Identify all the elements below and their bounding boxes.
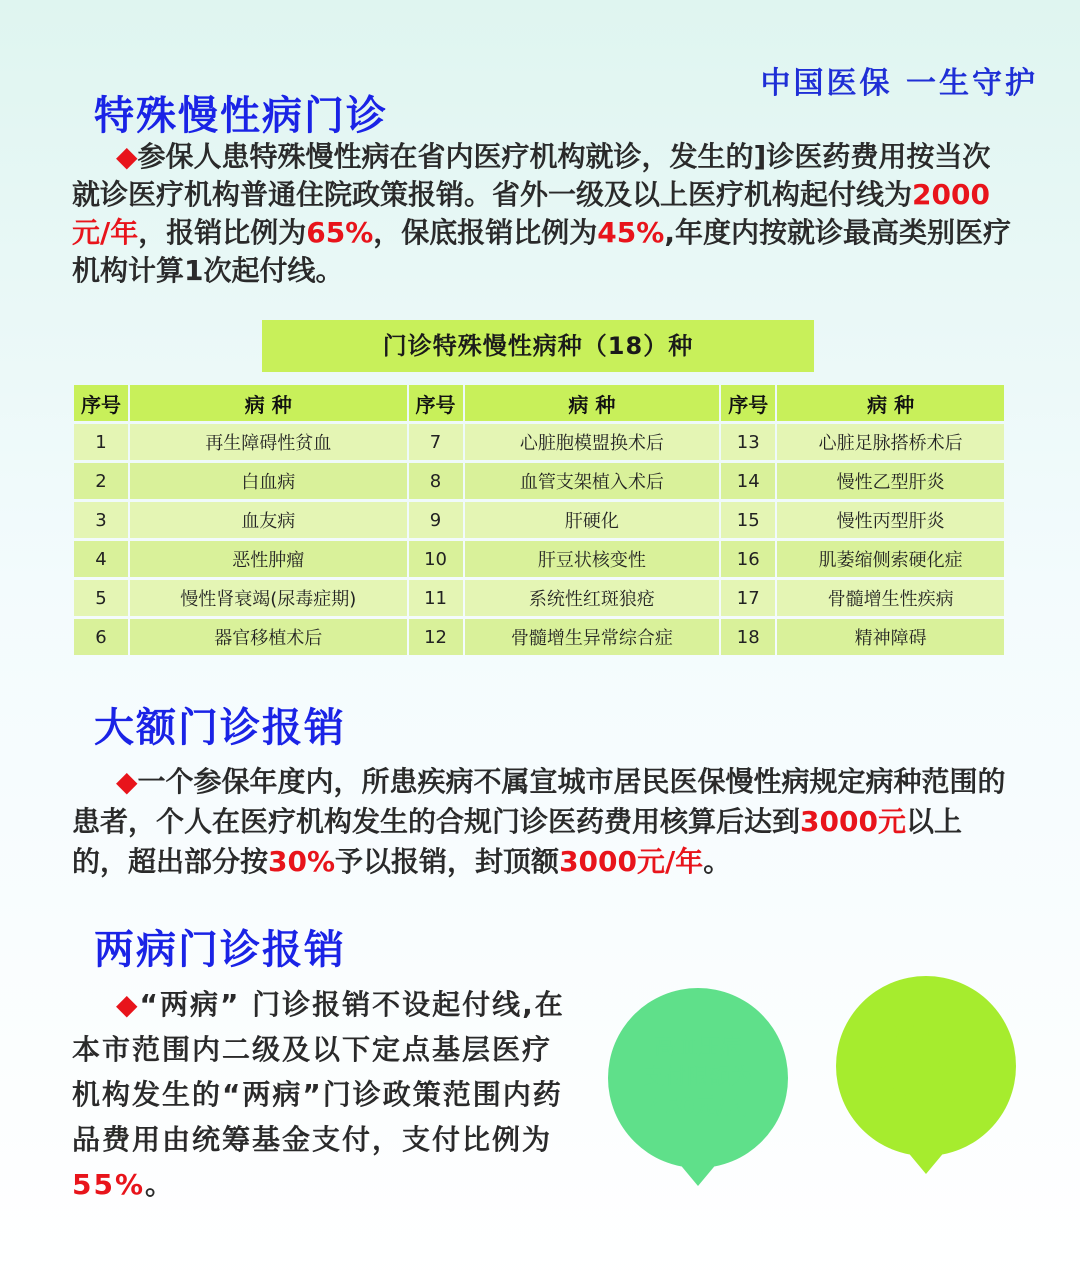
reimburse-rate-value: 30% [268,845,336,878]
table-cell: 17 [721,580,775,616]
table-header: 序号 [721,385,775,421]
table-cell: 10 [409,541,463,577]
table-cell: 4 [74,541,128,577]
table-cell: 肝硬化 [465,502,720,538]
hypertension-limit-pin [608,988,788,1168]
disease-table-title: 门诊特殊慢性病种（18）种 [262,320,814,372]
table-cell: 血管支架植入术后 [465,463,720,499]
table-cell: 6 [74,619,128,655]
table-cell: 肌萎缩侧索硬化症 [777,541,1004,577]
table-cell: 骨髓增生异常综合症 [465,619,720,655]
text-segment: 。 [703,845,732,878]
table-header: 序号 [74,385,128,421]
text-segment: ，保底报销比例为 [373,216,598,249]
table-cell: 7 [409,424,463,460]
table-cell: 再生障碍性贫血 [130,424,407,460]
table-cell: 血友病 [130,502,407,538]
text-segment: 一个参保年度内，所患疾病不属宣城市居民医保慢性病规定病种范围的患者，个人在医疗机构发生的合规门诊医药费用核算后达到 [72,765,1006,838]
section-title-two-diseases: 两病门诊报销 [94,927,346,973]
payment-rate-value: 55% [72,1168,146,1201]
table-row [74,541,1004,577]
pin-limit-label: 支付限额为 [642,1065,753,1090]
table-cell: 18 [721,619,775,655]
text-segment: 。 [145,1168,176,1201]
threshold-value: 3000元 [800,805,906,838]
table-cell: 慢性乙型肝炎 [777,463,1004,499]
text-segment: ,年度内按就诊最高类别医疗机构计算1次起付线。 [72,216,1011,287]
pin-limit-label: 支付限额为 [870,1053,981,1078]
pin-limit-amount: 550元人 [881,1083,971,1108]
table-cell: 系统性红斑狼疮 [465,580,720,616]
diamond-bullet-icon: ◆ [116,765,138,798]
text-segment: 予以报销，封顶额 [335,845,560,878]
table-cell: 15 [721,502,775,538]
table-cell: 骨髓增生性疾病 [777,580,1004,616]
table-row [74,424,1004,460]
table-row [74,619,1004,655]
table-row [74,463,1004,499]
table-header-row [74,385,1004,421]
table-header: 病 种 [130,385,407,421]
deductible-value: 2000元/年 [72,178,990,249]
table-cell: 11 [409,580,463,616]
diamond-bullet-icon: ◆ [116,988,140,1021]
table-row [74,580,1004,616]
table-cell: 白血病 [130,463,407,499]
section-title-special-chronic: 特殊慢性病门诊 [94,93,388,139]
table-cell: 14 [721,463,775,499]
diabetes-limit-pin [836,976,1016,1156]
reimburse-rate-value: 65% [306,216,374,249]
table-cell: 3 [74,502,128,538]
table-cell: 心脏胞模盟换术后 [465,424,720,460]
section-text-two-diseases [72,982,572,1207]
pin-limit-amount: 450元/人 [649,1095,747,1120]
text-segment: “两病” 门诊报销不设起付线,在本市范围内二级及以下定点基层医疗机构发生的“两病”门诊政策范围内药品费用由统筹基金支付，支付比例为 [72,988,565,1156]
table-cell: 慢性肾衰竭(尿毒症期) [130,580,407,616]
table-cell: 2 [74,463,128,499]
table-row [74,502,1004,538]
table-cell: 心脏足脉搭桥术后 [777,424,1004,460]
diamond-bullet-icon: ◆ [116,140,138,173]
table-cell: 肝豆状核变性 [465,541,720,577]
disease-table [72,382,1006,658]
table-cell: 9 [409,502,463,538]
section-title-large-outpatient: 大额门诊报销 [94,705,346,751]
table-cell: 13 [721,424,775,460]
table-cell: 慢性丙型肝炎 [777,502,1004,538]
table-cell: 12 [409,619,463,655]
table-cell: 8 [409,463,463,499]
section-text-large-outpatient [72,762,1012,882]
text-segment: 以上的，超出部分按 [72,805,962,878]
table-cell: 恶性肿瘤 [130,541,407,577]
table-cell: 16 [721,541,775,577]
table-cell: 器官移植术后 [130,619,407,655]
table-header: 病 种 [465,385,720,421]
section-text-special-chronic [72,138,1012,290]
text-segment: ，报销比例为 [138,216,307,249]
table-header: 序号 [409,385,463,421]
text-segment: 参保人患特殊慢性病在省内医疗机构就诊，发生的]诊医药费用按当次就诊医疗机构普通住院政策报销。省外一级及以上医疗机构起付线为 [72,140,991,211]
slogan: 中国医保 一生守护 [760,66,1038,101]
table-cell: 5 [74,580,128,616]
table-cell: 精神障碍 [777,619,1004,655]
table-header: 病 种 [777,385,1004,421]
cap-value: 3000元/年 [559,845,704,878]
min-rate-value: 45% [597,216,665,249]
pin-disease-label: 高血压病 [653,1035,742,1060]
table-cell: 1 [74,424,128,460]
pin-disease-label: 糖尿病 [892,1023,959,1048]
